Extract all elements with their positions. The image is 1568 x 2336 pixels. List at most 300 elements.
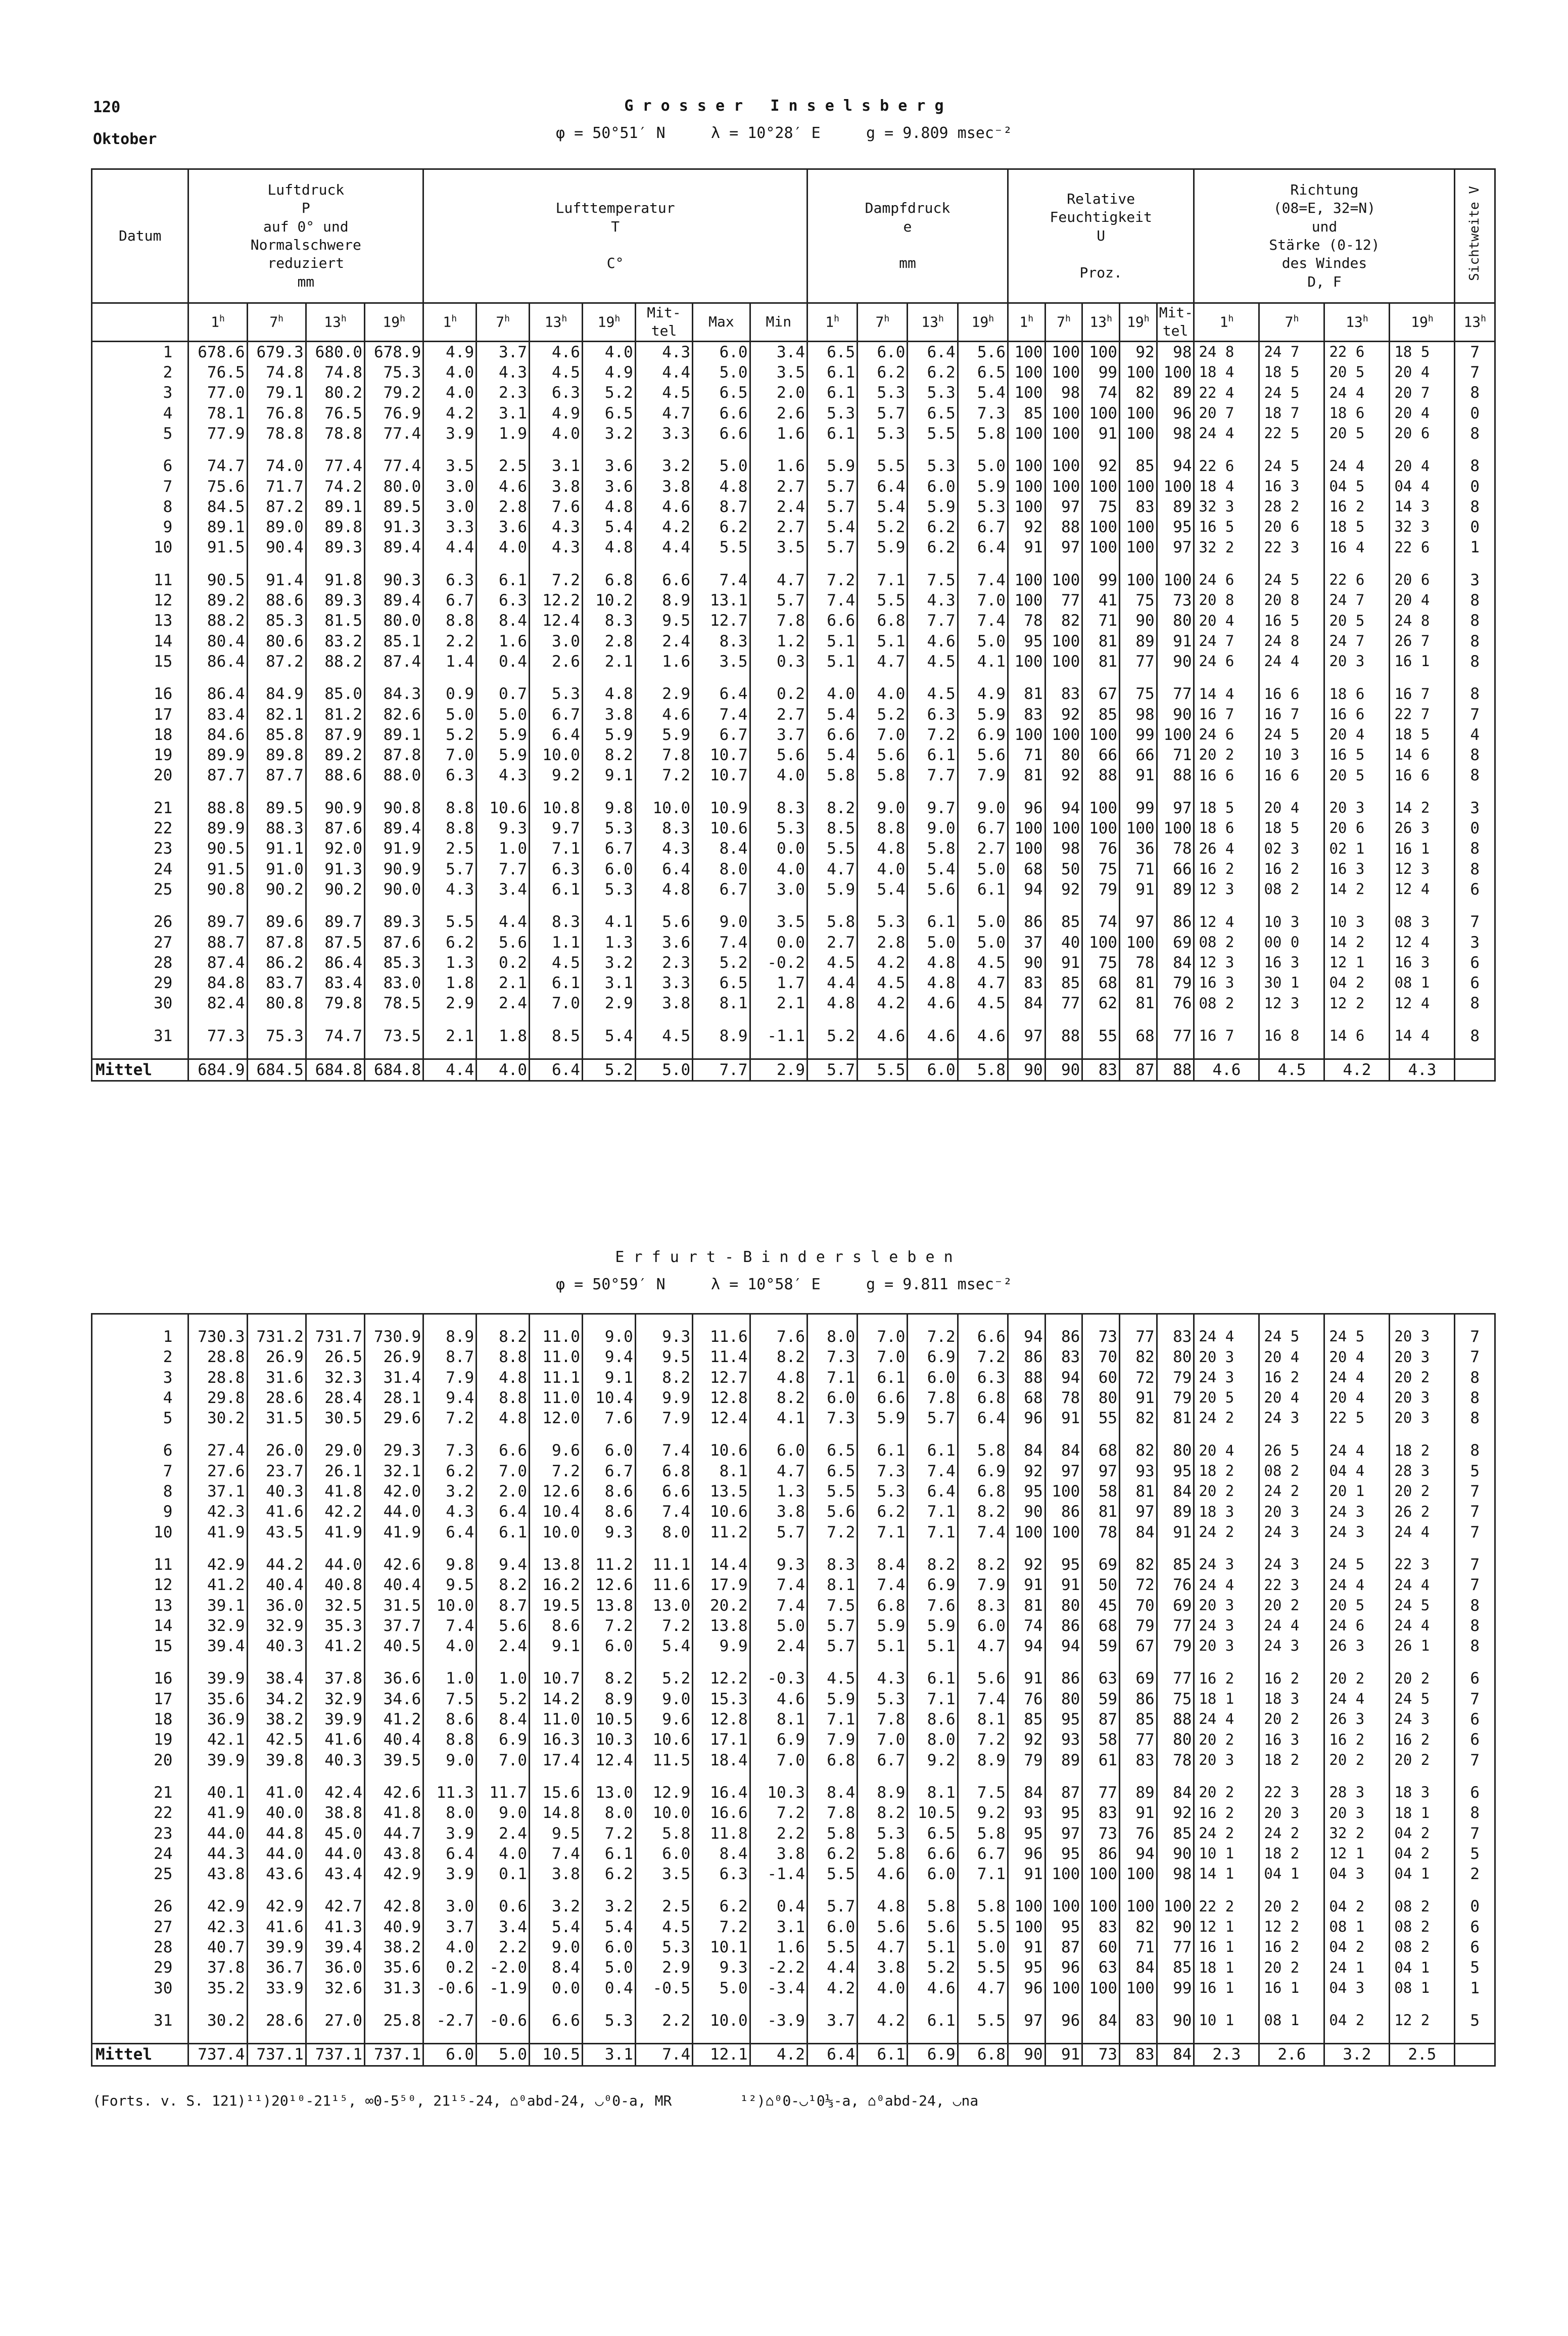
value-cell: 5.3: [858, 1689, 908, 1709]
value-cell: 89: [1157, 497, 1194, 517]
value-cell: 6.2: [908, 362, 958, 383]
climate-table-1: [91, 168, 1496, 1082]
spacer-cell: [1455, 786, 1495, 798]
value-cell: 90.9: [306, 798, 364, 818]
value-cell: 91.3: [365, 517, 423, 537]
spacer-cell: [635, 786, 692, 798]
value-cell: 6.4: [477, 1502, 530, 1522]
value-cell: 40.4: [365, 1730, 423, 1750]
value-cell: 90.2: [247, 879, 306, 900]
value-cell: 59: [1082, 1636, 1120, 1656]
value-cell: 5: [1455, 1957, 1495, 1978]
value-cell: 98: [1157, 1864, 1194, 1884]
value-cell: 5.3: [958, 497, 1008, 517]
value-cell: -2.2: [750, 1957, 807, 1978]
value-cell: 8.9: [958, 1750, 1008, 1770]
value-cell: 9.0: [693, 912, 750, 932]
value-cell: 89: [1120, 631, 1157, 651]
value-cell: 04 2: [1390, 1844, 1455, 1864]
value-cell: 00 0: [1259, 932, 1324, 953]
spacer-cell: [1455, 1428, 1495, 1440]
value-cell: 08 2: [1390, 1917, 1455, 1937]
value-cell: 74.8: [247, 362, 306, 383]
value-cell: 16 1: [1390, 838, 1455, 859]
table-row: [92, 1368, 1495, 1388]
value-cell: 37: [1008, 932, 1045, 953]
value-cell: 24 3: [1259, 1636, 1324, 1656]
value-cell: 100: [1082, 818, 1120, 838]
value-cell: 91.0: [247, 859, 306, 879]
value-cell: 8.5: [530, 1026, 583, 1046]
value-cell: 26.5: [306, 1347, 364, 1367]
value-cell: 6.2: [423, 1461, 477, 1481]
value-cell: 41: [1082, 590, 1120, 611]
value-cell: 7.1: [807, 1368, 858, 1388]
spacer-cell: [306, 672, 364, 684]
value-cell: 18 2: [1259, 1750, 1324, 1770]
value-cell: 5.0: [693, 1978, 750, 1998]
day-cell: 19: [92, 1730, 188, 1750]
value-cell: 81: [1008, 684, 1045, 704]
value-cell: 08 2: [1194, 993, 1259, 1013]
value-cell: 16.4: [693, 1783, 750, 1803]
value-cell: 11.6: [635, 1575, 692, 1595]
spacer-cell: [1390, 900, 1455, 912]
value-cell: 89.5: [365, 497, 423, 517]
value-cell: 100: [1120, 362, 1157, 383]
day-cell: 29: [92, 1957, 188, 1978]
value-cell: 91: [1045, 1408, 1082, 1428]
value-cell: 5.6: [858, 1917, 908, 1937]
value-cell: 3.9: [423, 1824, 477, 1844]
value-cell: 39.9: [188, 1668, 247, 1689]
value-cell: 77: [1045, 590, 1082, 611]
spacer-cell: [1194, 558, 1259, 570]
value-cell: 98: [1157, 424, 1194, 444]
day-cell: 21: [92, 798, 188, 818]
value-cell: 89.7: [306, 912, 364, 932]
value-cell: 02 1: [1324, 838, 1390, 859]
value-cell: 7.4: [858, 1575, 908, 1595]
mean-cell: 4.4: [423, 1059, 477, 1081]
value-cell: 100: [1045, 1864, 1082, 1884]
value-cell: 08 3: [1390, 912, 1455, 932]
spacer-cell: [247, 1884, 306, 1896]
value-cell: 14.8: [530, 1803, 583, 1823]
value-cell: 6.3: [530, 383, 583, 403]
value-cell: 678.9: [365, 341, 423, 362]
value-cell: 100: [1082, 341, 1120, 362]
spacer-cell: [1194, 1998, 1259, 2011]
spacer-cell: [582, 1046, 635, 1059]
value-cell: 6.8: [858, 1596, 908, 1616]
value-cell: 78: [1008, 611, 1045, 631]
value-cell: 10.3: [750, 1783, 807, 1803]
spacer-cell: [1082, 1543, 1120, 1555]
spacer-cell: [858, 900, 908, 912]
value-cell: 2.5: [635, 1896, 692, 1917]
value-cell: 7.8: [807, 1803, 858, 1823]
value-cell: 69: [1082, 1555, 1120, 1575]
value-cell: 18.4: [693, 1750, 750, 1770]
value-cell: 5.6: [908, 1917, 958, 1937]
value-cell: 5.5: [958, 1957, 1008, 1978]
subheader-cell: 13$^h$: [1082, 303, 1120, 342]
spacer-cell: [365, 1998, 423, 2011]
value-cell: 7.9: [423, 1368, 477, 1388]
spacer-cell: [693, 1314, 750, 1327]
value-cell: 89.2: [188, 590, 247, 611]
value-cell: 2.4: [635, 631, 692, 651]
value-cell: 5.3: [582, 2011, 635, 2031]
spacer-cell: [188, 672, 247, 684]
value-cell: 4.7: [958, 1978, 1008, 1998]
value-cell: 81: [1082, 651, 1120, 672]
spacer-cell: [1455, 1884, 1495, 1896]
value-cell: 91: [1008, 1864, 1045, 1884]
value-cell: 5.5: [958, 1917, 1008, 1937]
table-row: [92, 1668, 1495, 1689]
value-cell: 74.7: [188, 456, 247, 476]
value-cell: 44.3: [188, 1844, 247, 1864]
table-row: [92, 1917, 1495, 1937]
value-cell: 14 2: [1324, 932, 1390, 953]
value-cell: 24 5: [1324, 1555, 1390, 1575]
value-cell: 11.4: [693, 1347, 750, 1367]
value-cell: 31.4: [365, 1368, 423, 1388]
spacer-cell: [1045, 1014, 1082, 1026]
value-cell: 3.8: [530, 1864, 583, 1884]
table-row: [92, 765, 1495, 785]
value-cell: 30.5: [306, 1408, 364, 1428]
value-cell: 9.0: [582, 1327, 635, 1347]
value-cell: 5: [1455, 1461, 1495, 1481]
value-cell: 1.0: [477, 838, 530, 859]
value-cell: 97: [1157, 537, 1194, 557]
spacer-cell: [1157, 1770, 1194, 1783]
value-cell: 24 2: [1259, 1481, 1324, 1502]
value-cell: 16 6: [1390, 765, 1455, 785]
value-cell: 20 4: [1324, 1388, 1390, 1408]
spacer-cell: [1259, 1046, 1324, 1059]
spacer-cell: [635, 1046, 692, 1059]
value-cell: 5.0: [477, 705, 530, 725]
value-cell: 86: [1045, 1327, 1082, 1347]
spacer-cell: [635, 2031, 692, 2044]
value-cell: 14 6: [1324, 1026, 1390, 1046]
value-cell: 12 4: [1390, 879, 1455, 900]
value-cell: 41.6: [247, 1917, 306, 1937]
value-cell: 24 5: [1259, 1327, 1324, 1347]
value-cell: 70: [1082, 1347, 1120, 1367]
value-cell: 6.2: [908, 537, 958, 557]
value-cell: 16 7: [1194, 1026, 1259, 1046]
value-cell: 6.6: [635, 1481, 692, 1502]
value-cell: 20 2: [1324, 1668, 1390, 1689]
value-cell: 7.4: [958, 611, 1008, 631]
value-cell: 20 3: [1390, 1388, 1455, 1408]
value-cell: 12 4: [1390, 993, 1455, 1013]
value-cell: 6.5: [908, 403, 958, 424]
wind-title: Richtung: [1290, 181, 1359, 198]
value-cell: 41.6: [247, 1502, 306, 1522]
value-cell: 28.1: [365, 1388, 423, 1408]
value-cell: 89.9: [188, 818, 247, 838]
value-cell: 12.0: [530, 1408, 583, 1428]
spacer-cell: [1194, 1656, 1259, 1668]
value-cell: 4.7: [858, 1937, 908, 1957]
table-row: [92, 2011, 1495, 2031]
table-row: [92, 1864, 1495, 1884]
value-cell: 10.7: [693, 765, 750, 785]
value-cell: 3.8: [582, 705, 635, 725]
value-cell: 43.8: [365, 1844, 423, 1864]
spacer-cell: [1045, 2031, 1082, 2044]
value-cell: 5.7: [807, 1616, 858, 1636]
mean-cell: 90: [1045, 1059, 1082, 1081]
value-cell: 5.6: [958, 341, 1008, 362]
value-cell: 20 6: [1390, 570, 1455, 590]
value-cell: 1.3: [582, 932, 635, 953]
value-cell: 89.1: [188, 517, 247, 537]
spacer-cell: [1045, 900, 1082, 912]
value-cell: 6.2: [693, 1896, 750, 1917]
spacer-cell: [693, 1884, 750, 1896]
value-cell: 79: [1082, 879, 1120, 900]
temperature-header: [423, 169, 807, 303]
spacer-cell: [908, 672, 958, 684]
value-cell: 16 5: [1194, 517, 1259, 537]
value-cell: 4.4: [807, 1957, 858, 1978]
value-cell: 4.8: [693, 477, 750, 497]
value-cell: 04 1: [1259, 1864, 1324, 1884]
spacer-cell: [1259, 900, 1324, 912]
value-cell: 4.1: [958, 651, 1008, 672]
table-row: [92, 590, 1495, 611]
value-cell: 24 5: [1324, 1327, 1390, 1347]
spacer-cell: [858, 444, 908, 456]
value-cell: 4.5: [807, 1668, 858, 1689]
value-cell: 7: [1455, 1481, 1495, 1502]
value-cell: 16.6: [693, 1803, 750, 1823]
value-cell: 85: [1157, 1957, 1194, 1978]
spacer-cell: [1259, 1656, 1324, 1668]
value-cell: 20 4: [1194, 1440, 1259, 1461]
value-cell: 89.4: [365, 818, 423, 838]
value-cell: 20 5: [1194, 1388, 1259, 1408]
value-cell: 4.0: [423, 383, 477, 403]
value-cell: 84: [1120, 1522, 1157, 1543]
value-cell: 4.3: [423, 879, 477, 900]
value-cell: 12.2: [693, 1668, 750, 1689]
spacer-cell: [306, 900, 364, 912]
spacer-cell: [693, 672, 750, 684]
value-cell: 16 2: [1194, 859, 1259, 879]
value-cell: 6.3: [423, 765, 477, 785]
value-cell: 2.4: [477, 1636, 530, 1656]
value-cell: -1.1: [750, 1026, 807, 1046]
value-cell: 41.9: [188, 1522, 247, 1543]
value-cell: 10.6: [693, 818, 750, 838]
value-cell: 24 3: [1259, 1408, 1324, 1428]
month-label: Oktober: [93, 130, 157, 148]
value-cell: 90.4: [247, 537, 306, 557]
value-cell: 0: [1455, 1896, 1495, 1917]
value-cell: 100: [1157, 818, 1194, 838]
value-cell: 84: [1120, 1957, 1157, 1978]
value-cell: 4.5: [858, 973, 908, 993]
day-cell: 27: [92, 1917, 188, 1937]
mean-cell: 6.4: [530, 1059, 583, 1081]
value-cell: 5.8: [958, 424, 1008, 444]
value-cell: 92: [1120, 341, 1157, 362]
value-cell: 4.7: [635, 403, 692, 424]
value-cell: 16 2: [1259, 1368, 1324, 1388]
value-cell: 77.4: [365, 424, 423, 444]
spacer-cell: [1324, 1046, 1390, 1059]
value-cell: 20 5: [1324, 1596, 1390, 1616]
value-cell: 0.4: [750, 1896, 807, 1917]
value-cell: 90: [1008, 953, 1045, 973]
value-cell: 50: [1082, 1575, 1120, 1595]
value-cell: 36.0: [247, 1596, 306, 1616]
value-cell: 16 1: [1194, 1978, 1259, 1998]
value-cell: 8.2: [750, 1347, 807, 1367]
value-cell: 30.2: [188, 2011, 247, 2031]
value-cell: 6.9: [477, 1730, 530, 1750]
spacer-cell: [750, 1543, 807, 1555]
spacer-cell: [1324, 1998, 1390, 2011]
value-cell: 41.2: [306, 1636, 364, 1656]
value-cell: 100: [1045, 477, 1082, 497]
value-cell: 100: [1008, 570, 1045, 590]
spacer-cell: [582, 786, 635, 798]
value-cell: 44.0: [306, 1555, 364, 1575]
day-cell: 23: [92, 838, 188, 859]
value-cell: 22 7: [1390, 705, 1455, 725]
subheader-cell: 13$^h$: [530, 303, 583, 342]
value-cell: 83: [1045, 684, 1082, 704]
value-cell: 0.2: [423, 1957, 477, 1978]
spacer-cell: [423, 1656, 477, 1668]
value-cell: 4.0: [807, 684, 858, 704]
value-cell: 6: [1455, 973, 1495, 993]
table-row: [92, 818, 1495, 838]
spacer-cell: [1259, 444, 1324, 456]
value-cell: 6.7: [582, 838, 635, 859]
value-cell: 6.9: [958, 1461, 1008, 1481]
mean-cell: 5.2: [582, 1059, 635, 1081]
value-cell: 91.5: [188, 859, 247, 879]
value-cell: 7.1: [858, 570, 908, 590]
value-cell: 18 5: [1324, 517, 1390, 537]
value-cell: 40.8: [306, 1575, 364, 1595]
value-cell: 98: [1045, 838, 1082, 859]
value-cell: 4.8: [582, 497, 635, 517]
value-cell: 6.1: [908, 2011, 958, 2031]
value-cell: 6.1: [530, 973, 583, 993]
value-cell: 8: [1455, 684, 1495, 704]
day-cell: 7: [92, 477, 188, 497]
mean-cell: 2.3: [1194, 2044, 1259, 2066]
value-cell: 8.0: [807, 1327, 858, 1347]
value-cell: 3.5: [750, 537, 807, 557]
value-cell: 97: [1008, 2011, 1045, 2031]
spacer-cell: [807, 900, 858, 912]
subheader-cell: 1$^h$: [807, 303, 858, 342]
value-cell: 9.1: [582, 765, 635, 785]
humidity-line: Proz.: [1079, 264, 1122, 281]
value-cell: 9.1: [582, 1368, 635, 1388]
value-cell: 24 6: [1194, 570, 1259, 590]
value-cell: 0.4: [582, 1978, 635, 1998]
mean-cell: 12.1: [693, 2044, 750, 2066]
value-cell: 5.2: [582, 383, 635, 403]
value-cell: 24 7: [1259, 341, 1324, 362]
spacer-cell: [477, 1770, 530, 1783]
value-cell: 83.0: [365, 973, 423, 993]
mean-cell: 4.5: [1259, 1059, 1324, 1081]
value-cell: 8: [1455, 383, 1495, 403]
value-cell: 37.8: [188, 1957, 247, 1978]
value-cell: 8: [1455, 993, 1495, 1013]
value-cell: 91.4: [247, 570, 306, 590]
value-cell: 5.9: [858, 1408, 908, 1428]
value-cell: 8.3: [693, 631, 750, 651]
value-cell: 100: [1082, 798, 1120, 818]
value-cell: 40.4: [365, 1575, 423, 1595]
value-cell: 8.5: [807, 818, 858, 838]
value-cell: 20 6: [1259, 517, 1324, 537]
mean-cell: 737.4: [188, 2044, 247, 2066]
value-cell: 14 1: [1194, 1864, 1259, 1884]
value-cell: 9.2: [958, 1803, 1008, 1823]
value-cell: 8.9: [858, 1783, 908, 1803]
value-cell: 7.1: [908, 1689, 958, 1709]
value-cell: 66: [1082, 745, 1120, 765]
value-cell: 7.2: [635, 765, 692, 785]
value-cell: 5.1: [807, 631, 858, 651]
value-cell: 74.2: [306, 477, 364, 497]
value-cell: 91: [1008, 1575, 1045, 1595]
value-cell: 12.6: [582, 1575, 635, 1595]
value-cell: 98: [1157, 341, 1194, 362]
value-cell: 12 3: [1194, 953, 1259, 973]
value-cell: 100: [1008, 1522, 1045, 1543]
wind-header: [1194, 169, 1455, 303]
spacer-cell: [1259, 1884, 1324, 1896]
value-cell: 4.6: [908, 1978, 958, 1998]
spacer-cell: [188, 1884, 247, 1896]
value-cell: 5.0: [693, 362, 750, 383]
value-cell: 20 3: [1390, 1347, 1455, 1367]
value-cell: 7.6: [750, 1327, 807, 1347]
value-cell: 90: [1157, 1917, 1194, 1937]
value-cell: 6.7: [582, 1461, 635, 1481]
value-cell: 4.6: [530, 341, 583, 362]
value-cell: 6.5: [693, 973, 750, 993]
value-cell: 22 3: [1259, 537, 1324, 557]
value-cell: 16 7: [1194, 705, 1259, 725]
spacer-cell: [1455, 1770, 1495, 1783]
value-cell: 0.4: [477, 651, 530, 672]
spacer-cell: [1157, 2031, 1194, 2044]
spacer-cell: [1008, 1656, 1045, 1668]
value-cell: 92: [1008, 1555, 1045, 1575]
value-cell: 8.6: [908, 1709, 958, 1730]
value-cell: 9.0: [635, 1689, 692, 1709]
station-title-2: E r f u r t - B i n d e r s l e b e n: [615, 1248, 953, 1266]
